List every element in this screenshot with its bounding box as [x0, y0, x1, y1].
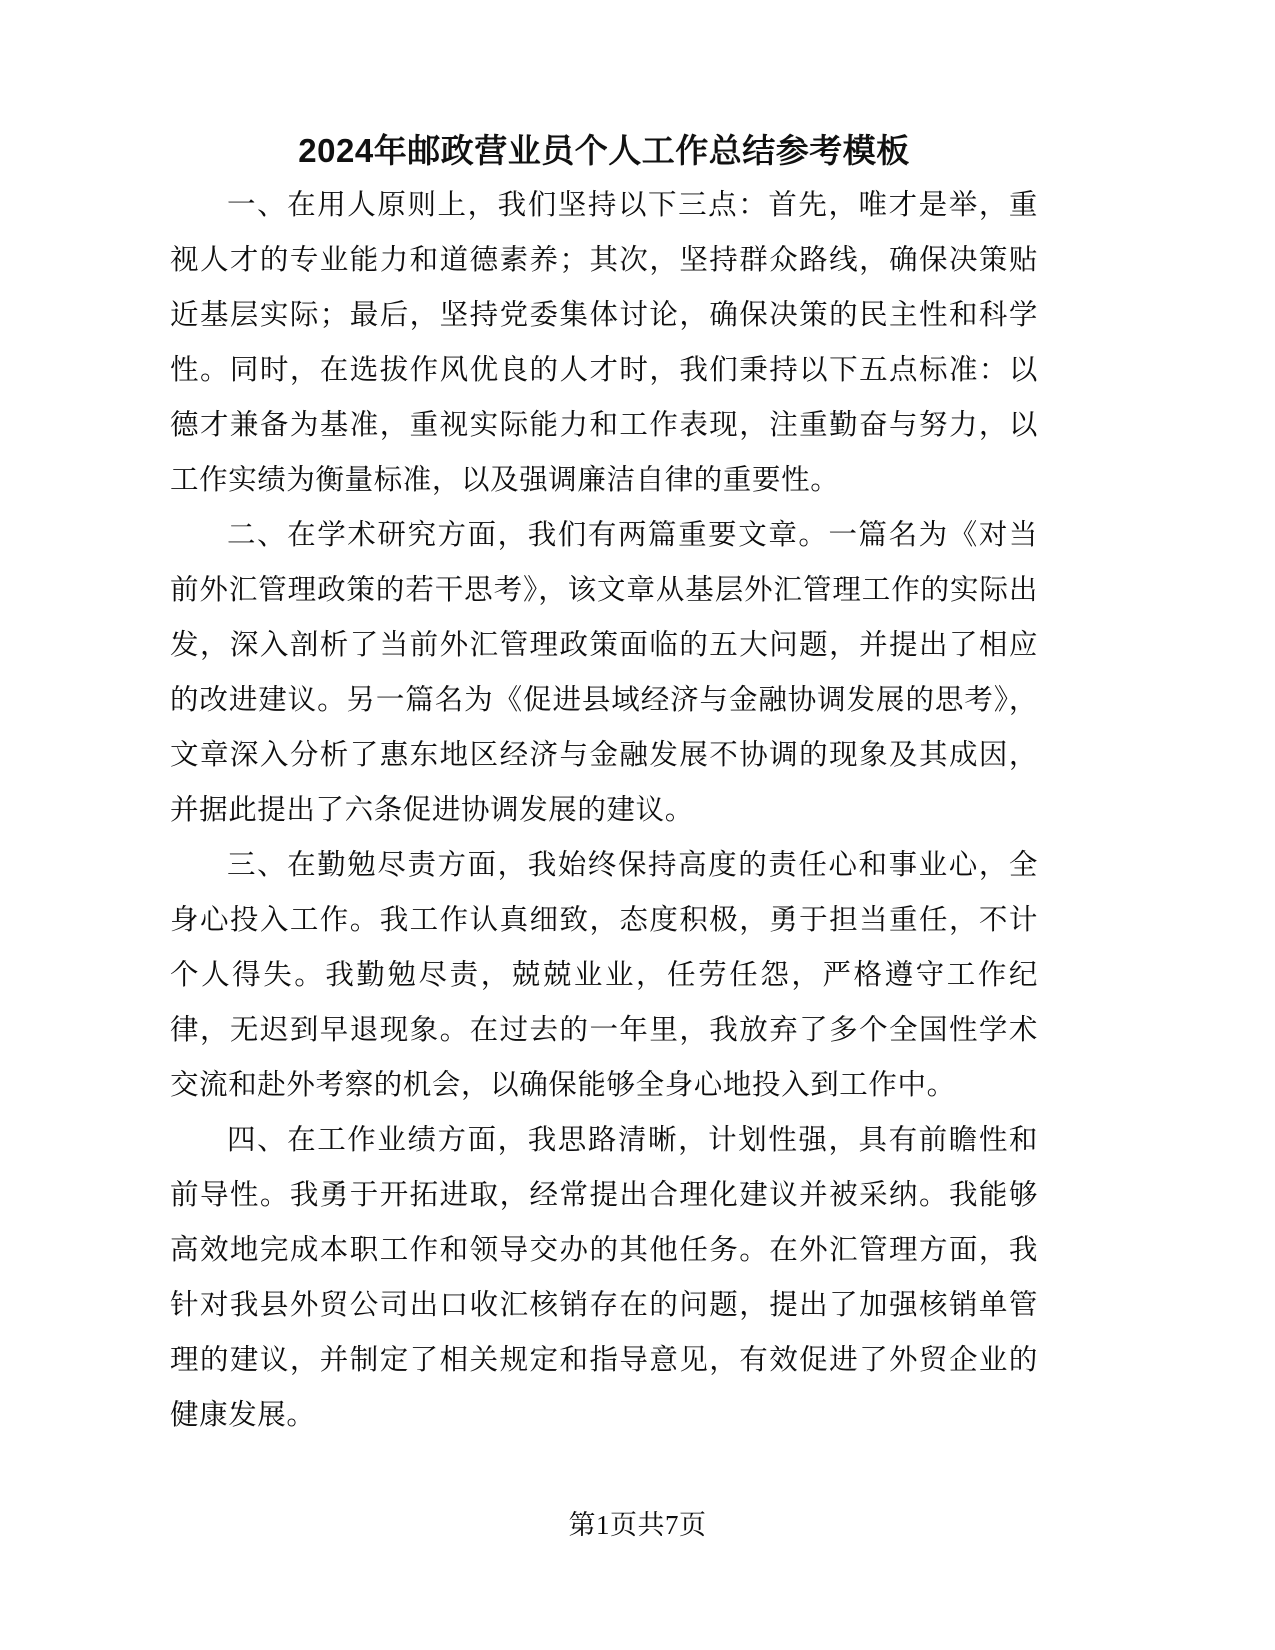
paragraph-1: 一、在用人原则上，我们坚持以下三点：首先，唯才是举，重视人才的专业能力和道德素养；其次，坚持群众路线，确保决策贴近基层实际；最后，坚持党委集体讨论，确保决策的民主性和科学性。同时，在选拔作风优良的人才时，我们秉持以下五点标准：以德才兼备为基准，重视实际能力和工作表现，注重勤奋与努力，以工作实绩为衡量标准，以及强调廉洁自律的重要性。 [170, 190, 1038, 496]
document-body [170, 128, 1038, 1443]
page-footer [0, 1508, 1275, 1542]
page-number-label: 第1页共7页 [568, 1510, 707, 1540]
paragraph-4: 四、在工作业绩方面，我思路清晰，计划性强，具有前瞻性和前导性。我勇于开拓进取，经常提出合理化建议并被采纳。我能够高效地完成本职工作和领导交办的其他任务。在外汇管理方面，我针对我县外贸公司出口收汇核销存在的问题，提出了加强核销单管理的建议，并制定了相关规定和指导意见，有效促进了外贸企业的健康发展。 [170, 1125, 1038, 1431]
page-title: 2024年邮政营业员个人工作总结参考模板 [298, 132, 910, 169]
paragraph-2: 二、在学术研究方面，我们有两篇重要文章。一篇名为《对当前外汇管理政策的若干思考》，该文章从基层外汇管理工作的实际出发，深入剖析了当前外汇管理政策面临的五大问题，并提出了相应的改进建议。另一篇名为《促进县域经济与金融协调发展的思考》，文章深入分析了惠东地区经济与金融发展不协调的现象及其成因，并据此提出了六条促进协调发展的建议。 [170, 520, 1038, 826]
paragraph-3: 三、在勤勉尽责方面，我始终保持高度的责任心和事业心，全身心投入工作。我工作认真细致，态度积极，勇于担当重任，不计个人得失。我勤勉尽责，兢兢业业，任劳任怨，严格遵守工作纪律，无迟到早退现象。在过去的一年里，我放弃了多个全国性学术交流和赴外考察的机会，以确保能够全身心地投入到工作中。 [170, 850, 1038, 1101]
